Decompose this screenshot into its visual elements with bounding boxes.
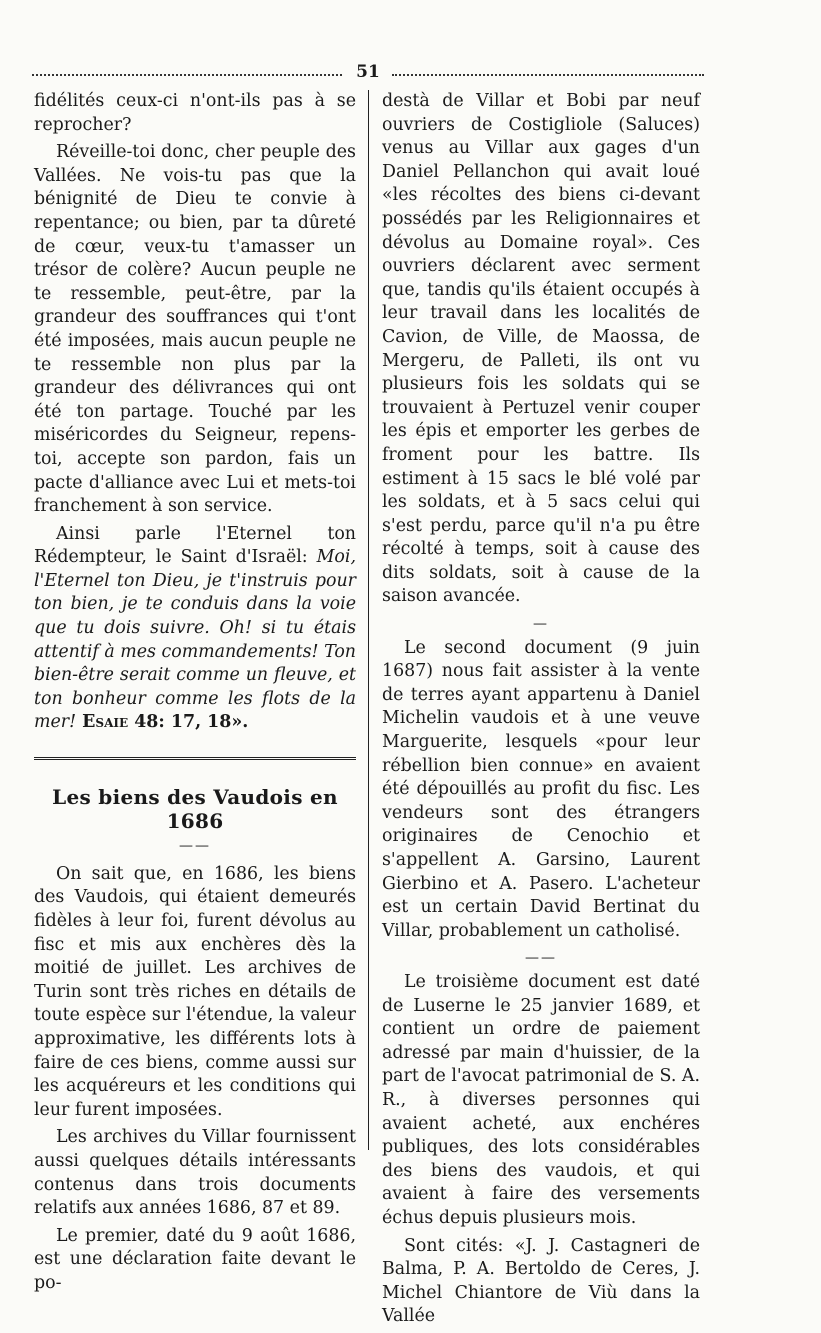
paragraph: Le troisième document est daté de Luserne le 25 janvier 1689, et contient un ordre de paiement adressé par main d'huissier, de la part de l'avocat patrimonial de S. A. R., à diverses personnes qui avaient acheté, aux enchéres publiques, des lots considérables des biens des vaudois, et qui avaient à faire des versements échus depuis plusieurs mois.: [382, 971, 700, 1228]
left-column: [34, 90, 356, 1300]
section-separator: ——: [525, 950, 557, 967]
scripture-quote: Moi, l'Eternel ton Dieu, je t'instruis pour ton bien, je te conduis dans la voie que tu dois suivre. Oh! si tu étais attentif à mes commandements! Ton bien-être serait comme un fleuve, et ton bonheur comme les flots de la mer!: [34, 547, 356, 733]
section-separator: —: [533, 616, 549, 633]
paragraph: Le premier, daté du 9 août 1686, est une déclaration faite devant le po-: [34, 1225, 356, 1293]
paragraph: destà de Villar et Bobi par neuf ouvriers de Costigliole (Saluces) venus au Villar aux gages d'un Daniel Pellanchon qui avait loué «les récoltes des biens ci-devant possédés par les Religionnaires et dévolus au Domaine royal». Ces ouvriers déclarent avec serment que, tandis qu'ils étaient occupés à leur travail dans les localités de Cavion, de Ville, de Maossa, de Mergeru, de Palleti, ils ont vu plusieurs fois les soldats qui se trouvaient à Pertuzel venir couper les épis et emporter les gerbes de froment pour les battre. Ils estiment à 15 sacs le blé volé par les soldats, et à 5 sacs celui qui s'est perdu, parce qu'il n'a pu être récolté à temps, soit à cause des dits soldats, soit à cause de la saison avancée.: [382, 91, 700, 607]
paragraph-quotation: [34, 523, 356, 735]
heading-dash: ——: [179, 838, 211, 855]
header-rule-left: [32, 74, 342, 76]
header-rule-right: [392, 74, 704, 76]
paragraph: Sont cités: «J. J. Castagneri de Balma, P. A. Bertoldo de Ceres, J. Michel Chiantore de Viù dans la Vallée: [382, 1235, 700, 1327]
scripture-reference: Esaie 48: 17, 18».: [76, 712, 249, 733]
paragraph: Réveille-toi donc, cher peuple des Vallées. Ne vois-tu pas que la bénignité de Dieu te convie à repentance; ou bien, par ta dûreté de cœur, veux-tu t'amasser un trésor de colère? Aucun peuple ne te ressemble, peut-être, par la grandeur des souffrances qui t'ont été imposées, mais aucun peuple ne te ressemble non plus par la grandeur des délivrances qui ont été ton partage. Touché par les miséricordes du Seigneur, repens-toi, accepte son pardon, fais un pacte d'alliance avec Lui et mets-toi franchement à son service.: [34, 142, 356, 517]
paragraph: Le second document (9 juin 1687) nous fait assister à la vente de terres ayant appartenu à Daniel Michelin vaudois et à une veuve Marguerite, lesquels «pour leur rébellion bien connue» en avaient été dépouillés au profit du fisc. Les vendeurs sont des étrangers originaires de Cenochio et s'appellent A. Garsino, Laurent Gierbino et A. Pasero. L'acheteur est un certain David Bertinat du Villar, probablement un catholisé.: [382, 637, 700, 941]
right-column: [382, 90, 700, 1333]
section-heading: Les biens des Vaudois en 1686: [52, 785, 338, 833]
section-rule: [34, 757, 356, 760]
paragraph: Les archives du Villar fournissent aussi quelques détails intéressants contenus dans trois documents relatifs aux années 1686, 87 et 89.: [34, 1127, 356, 1219]
paragraph: fidélités ceux-ci n'ont-ils pas à se reprocher?: [34, 91, 356, 135]
quote-intro: Ainsi parle l'Eternel ton Rédempteur, le Saint d'Israël:: [34, 523, 356, 568]
page-header: [32, 62, 704, 86]
column-divider: [368, 90, 369, 1150]
paragraph: On sait que, en 1686, les biens des Vaudois, qui étaient demeurés fidèles à leur foi, furent dévolus au fisc et mis aux enchères dès la moitié de juillet. Les archives de Turin sont très riches en détails de toute espèce sur l'étendue, la valeur approximative, les différents lots à faire de ces biens, comme aussi sur les acquéreurs et les conditions qui leur furent imposées.: [34, 863, 356, 1120]
page-number: 51: [356, 62, 380, 82]
